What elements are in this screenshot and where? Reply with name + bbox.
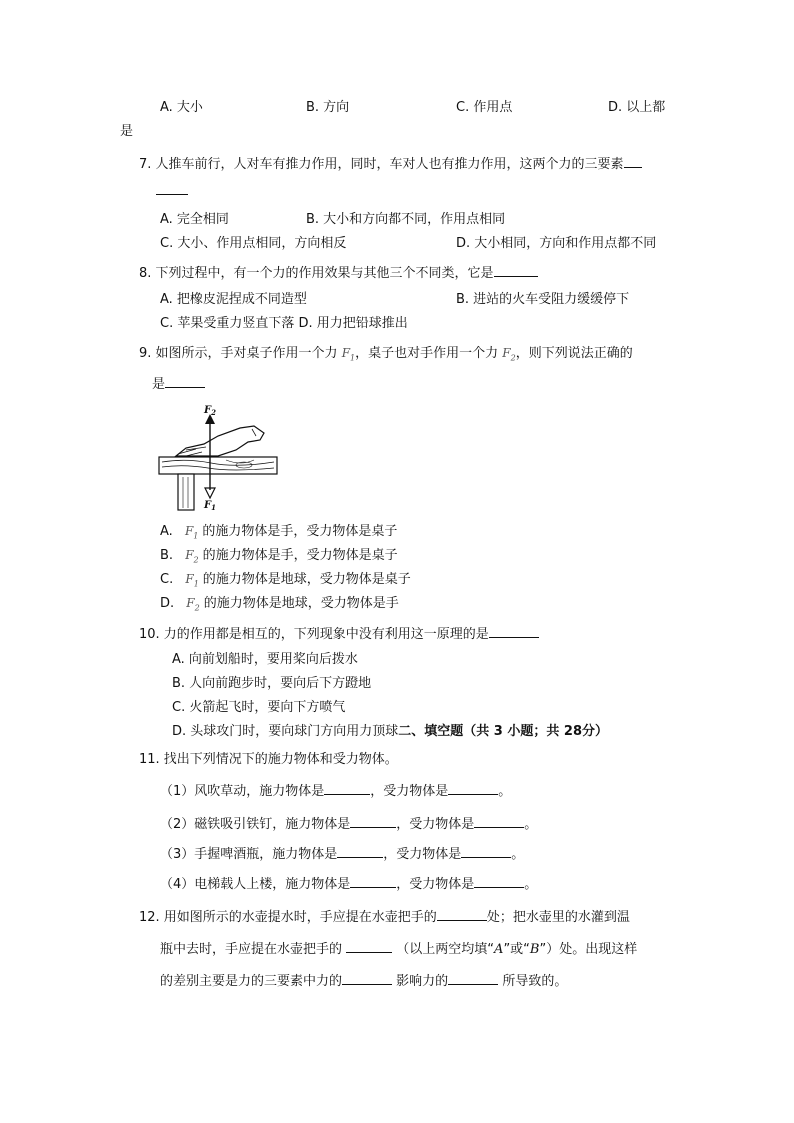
table-top — [159, 457, 277, 474]
q7-stem — [139, 154, 642, 174]
q7-option-c: C. 大小、作用点相同，方向相反 — [160, 236, 347, 251]
q12-line-1: 12. 用如图所示的水壶提水时，手应提在水壶把手的 处；把水壶里的水灌到温 — [139, 907, 630, 927]
q11-3-receiver-blank — [461, 844, 511, 858]
q11-item-3: （3）手握啤酒瓶，施力物体是 ，受力物体是 。 — [160, 844, 524, 864]
q6-option-d-continuation: 是 — [120, 124, 134, 139]
q6-option-d: D. 以上都 — [608, 100, 666, 115]
q7-option-a: A. 完全相同 — [160, 212, 229, 227]
q9-option-a: A. $F_1$ 的施力物体是手，受力物体是桌子 — [160, 524, 398, 541]
q11-item-2: （2）磁铁吸引铁钉，施力物体是 ，受力物体是 。 — [160, 814, 537, 834]
q9-stem-b: ，桌子也对手作用一个力 — [355, 346, 499, 361]
q6-option-a: A. 大小 — [160, 100, 203, 115]
q7-answer-blank-cont — [156, 181, 188, 201]
q9-stem-c: ，则下列说法正确的 — [515, 346, 633, 361]
q7-answer-blank-line — [156, 181, 188, 195]
q11-2-giver-blank — [350, 814, 396, 828]
q8-option-b: B. 进站的火车受阻力缓缓停下 — [456, 292, 630, 307]
q9-option-c: C. $F_1$ 的施力物体是地球，受力物体是桌子 — [160, 572, 411, 589]
hand-icon — [176, 426, 264, 457]
q11-2-receiver-blank — [474, 814, 524, 828]
q7-option-b: B. 大小和方向都不同，作用点相同 — [306, 212, 506, 227]
q11-1-receiver-blank — [448, 781, 498, 795]
hand-table-force-diagram — [156, 402, 280, 512]
q7-option-d: D. 大小相同，方向和作用点都不同 — [456, 236, 657, 251]
q9-symbol-f1: $F_1$ — [341, 346, 356, 363]
q7-stem-text: 7. 人推车前行，人对车有推力作用，同时，车对人也有推力作用，这两个力的三要素 — [139, 157, 624, 172]
q12-blank-4 — [448, 971, 498, 985]
q8-answer-blank — [494, 263, 538, 277]
q10-answer-blank — [489, 624, 539, 638]
q11-item-1: （1）风吹草动，施力物体是 ，受力物体是 。 — [160, 781, 511, 801]
q11-item-4: （4）电梯载人上楼，施力物体是 ，受力物体是 。 — [160, 874, 537, 894]
q9-stem-cont — [152, 374, 205, 394]
q12-blank-2 — [346, 939, 392, 953]
q10-option-b: B. 人向前跑步时，要向后下方蹬地 — [172, 676, 372, 691]
q7-answer-blank — [624, 154, 642, 168]
q9-option-d: D. $F_2$ 的施力物体是地球，受力物体是手 — [160, 596, 399, 613]
q10-option-a: A. 向前划船时，要用桨向后拨水 — [172, 652, 358, 667]
table-leg — [178, 474, 194, 510]
q12-blank-3 — [342, 971, 392, 985]
q6-option-b: B. 方向 — [306, 100, 350, 115]
q9-option-a-symbol: $F_1$ — [184, 524, 199, 541]
q11-4-giver-blank — [350, 874, 396, 888]
q9-stem-a: 9. 如图所示，手对桌子作用一个力 — [139, 346, 338, 361]
section-2-heading: 二、填空题（共 3 小题；共 28分） — [398, 724, 608, 739]
q10-option-c: C. 火箭起飞时，要向下方喷气 — [172, 700, 346, 715]
q8-option-a: A. 把橡皮泥捏成不同造型 — [160, 292, 307, 307]
q11-1-giver-blank — [324, 781, 370, 795]
q8-option-c-d: C. 苹果受重力竖直下落 D. 用力把铅球推出 — [160, 316, 408, 331]
q6-option-c: C. 作用点 — [456, 100, 513, 115]
q11-stem: 11. 找出下列情况下的施力物体和受力物体。 — [139, 752, 398, 767]
q11-4-receiver-blank — [474, 874, 524, 888]
q11-3-giver-blank — [337, 844, 383, 858]
q9-option-d-symbol: $F_2$ — [186, 596, 200, 613]
q10-option-d: D. 头球攻门时，要向球门方向用力顶球二、填空题（共 3 小题；共 28分） — [172, 724, 608, 739]
q8-stem-text: 8. 下列过程中，有一个力的作用效果与其他三个不同类，它是 — [139, 266, 494, 281]
fig-label-f2: $F_2$ — [204, 405, 216, 417]
q9-answer-blank — [165, 374, 205, 388]
q9-option-c-symbol: $F_1$ — [185, 572, 199, 589]
q9-stem-d: 是 — [152, 377, 166, 392]
q10-stem-text: 10. 力的作用都是相互的，下列现象中没有利用这一原理的是 — [139, 627, 489, 642]
q9-option-b: B. $F_2$ 的施力物体是手，受力物体是桌子 — [160, 548, 398, 565]
q9-stem — [139, 344, 633, 367]
q8-stem — [139, 263, 538, 283]
fig-label-f1: $F_1$ — [204, 500, 216, 512]
q12-line-3: 的差别主要是力的三要素中力的 影响力的 所导致的。 — [160, 971, 567, 991]
q10-stem — [139, 624, 539, 644]
q9-symbol-f2: $F_2$ — [502, 346, 516, 363]
q12-line-2: 瓶中去时，手应提在水壶把手的 （以上两空均填“A”或“B”）处。出现这样 — [160, 939, 637, 959]
q12-blank-1 — [437, 907, 487, 921]
q9-option-b-symbol: $F_2$ — [185, 548, 199, 565]
